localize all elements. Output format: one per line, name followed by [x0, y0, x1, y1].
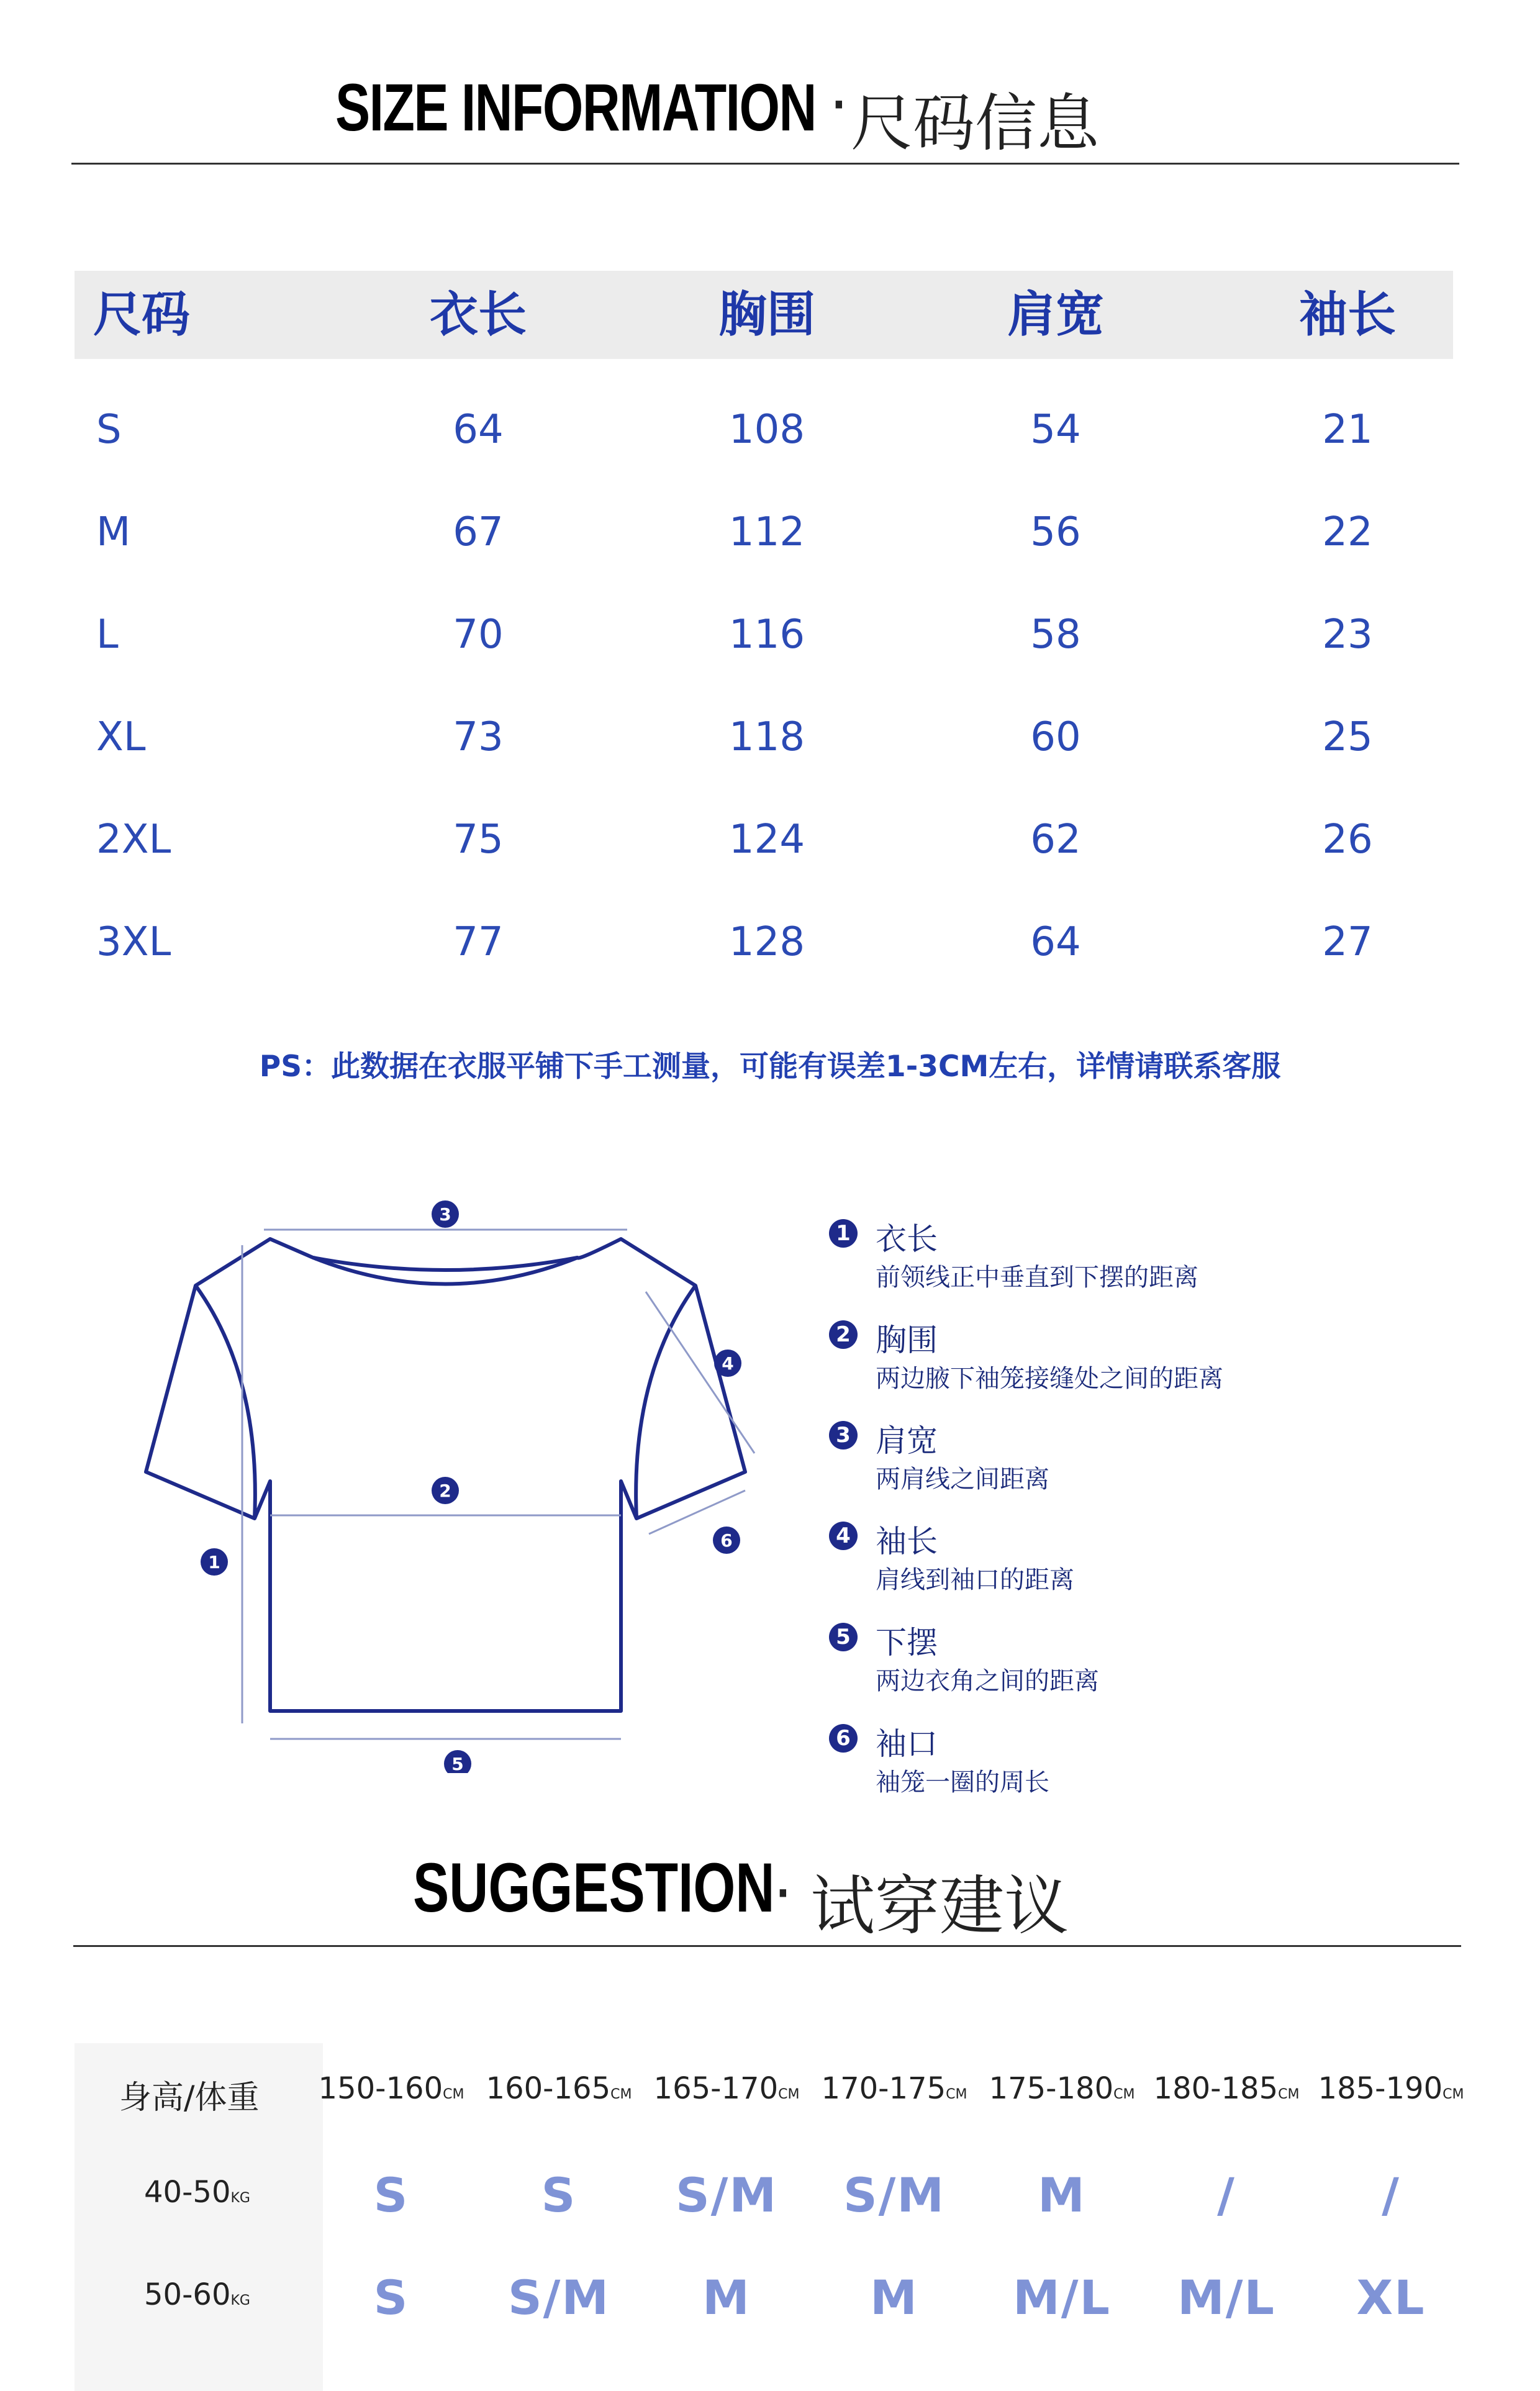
suggested-size: /: [1382, 2167, 1400, 2223]
height-range-header: [307, 2071, 475, 2106]
legend-title: 袖口: [876, 1726, 938, 1762]
height-unit: CM: [1113, 2087, 1135, 2102]
legend-title: 袖长: [876, 1523, 938, 1559]
suggestion-title-cn: 试穿建议: [810, 1868, 1069, 1944]
row-sleeve: 27: [1322, 919, 1373, 965]
height-range: 175-180: [989, 2071, 1114, 2106]
height-range: 150-160: [318, 2071, 443, 2106]
row-chest: 118: [728, 714, 805, 760]
row-length: 75: [453, 817, 504, 863]
row-size: 3XL: [96, 919, 171, 965]
weight-range: 50-60: [144, 2277, 231, 2312]
title-separator: ·: [773, 1857, 793, 1930]
row-sleeve: 21: [1322, 407, 1373, 453]
marker-3-label: 3: [439, 1204, 451, 1225]
title-separator: ·: [829, 68, 849, 141]
suggested-size: S/M: [675, 2167, 778, 2223]
height-unit: CM: [778, 2087, 800, 2102]
suggested-size: S/M: [507, 2270, 610, 2325]
row-shoulder: 62: [1030, 817, 1081, 863]
row-length: 73: [453, 714, 504, 760]
marker-6-label: 6: [720, 1530, 733, 1551]
marker-5-label: 5: [451, 1754, 464, 1773]
suggested-size: S: [541, 2167, 577, 2223]
suggested-size: S: [373, 2270, 409, 2325]
tshirt-diagram: [130, 1177, 801, 1773]
height-range-header: [1143, 2071, 1310, 2106]
row-size: XL: [96, 714, 146, 760]
legend-desc: 两肩线之间距离: [876, 1465, 1049, 1494]
marker-2-label: 2: [439, 1481, 451, 1501]
size-table-row: [75, 379, 1453, 481]
legend-number: 6: [829, 1724, 858, 1753]
row-size: S: [96, 407, 122, 453]
row-sleeve: 26: [1322, 817, 1373, 863]
size-table-row: [75, 891, 1453, 993]
measure-line-sleeve: [646, 1292, 754, 1453]
suggested-size: S: [373, 2167, 409, 2223]
marker-4-label: 4: [722, 1353, 734, 1374]
height-range: 165-170: [653, 2071, 779, 2106]
legend-desc: 前领线正中垂直到下摆的距离: [876, 1263, 1198, 1292]
legend-title: 肩宽: [876, 1423, 938, 1459]
header-size: 尺码: [93, 287, 191, 343]
suggestion-title-en: SUGGESTION: [413, 1849, 775, 1926]
height-range-header: [643, 2071, 810, 2106]
row-length: 77: [453, 919, 504, 965]
row-shoulder: 60: [1030, 714, 1081, 760]
size-table-header: [75, 271, 1453, 359]
size-info-header: [0, 62, 1540, 160]
suggested-size: M/L: [1177, 2270, 1275, 2325]
row-size: 2XL: [96, 817, 171, 863]
size-table-row: [75, 481, 1453, 583]
legend-number: 1: [829, 1219, 858, 1248]
weight-range-label: [144, 2175, 250, 2210]
row-size: M: [96, 509, 131, 555]
suggested-size: M: [1038, 2167, 1086, 2223]
suggested-size: M: [702, 2270, 751, 2325]
height-unit: CM: [1278, 2087, 1300, 2102]
header-divider: [71, 163, 1459, 165]
row-length: 70: [453, 612, 504, 658]
header-sleeve: 袖长: [1298, 287, 1396, 343]
legend-title: 下摆: [876, 1625, 938, 1661]
row-chest: 116: [728, 612, 805, 658]
header-shoulder: 肩宽: [1007, 287, 1104, 343]
row-chest: 128: [728, 919, 805, 965]
height-range: 170-175: [821, 2071, 946, 2106]
weight-range: 40-50: [144, 2175, 231, 2210]
height-unit: CM: [1443, 2087, 1464, 2102]
row-sleeve: 23: [1322, 612, 1373, 658]
height-unit: CM: [946, 2087, 967, 2102]
row-chest: 124: [728, 817, 805, 863]
row-sleeve: 25: [1322, 714, 1373, 760]
row-chest: 112: [728, 509, 805, 555]
measurement-note: PS：此数据在衣服平铺下手工测量，可能有误差1-3CM左右，详情请联系客服: [259, 1050, 1281, 1084]
header-length: 衣长: [429, 287, 527, 343]
suggestion-corner-label: 身高/体重: [119, 2079, 260, 2117]
size-table-row: [75, 686, 1453, 788]
size-table-row: [75, 789, 1453, 891]
suggested-size: M: [870, 2270, 918, 2325]
legend-desc: 袖笼一圈的周长: [876, 1768, 1049, 1797]
legend-desc: 两边腋下袖笼接缝处之间的距离: [876, 1364, 1223, 1393]
size-info-title-en: SIZE INFORMATION: [335, 70, 816, 145]
row-chest: 108: [728, 407, 805, 453]
height-range-header: [1307, 2071, 1475, 2106]
height-unit: CM: [610, 2087, 632, 2102]
legend-number: 5: [829, 1623, 858, 1651]
weight-unit: KG: [230, 2190, 250, 2206]
legend-number: 4: [829, 1522, 858, 1550]
row-shoulder: 58: [1030, 612, 1081, 658]
legend-number: 3: [829, 1421, 858, 1450]
row-length: 64: [453, 407, 504, 453]
size-table-row: [75, 584, 1453, 686]
row-sleeve: 22: [1322, 509, 1373, 555]
legend-title: 衣长: [876, 1221, 938, 1257]
size-info-title-cn: 尺码信息: [851, 87, 1099, 160]
height-unit: CM: [443, 2087, 464, 2102]
suggested-size: M/L: [1013, 2270, 1111, 2325]
legend-desc: 两边衣角之间的距离: [876, 1667, 1099, 1695]
weight-range-label: [144, 2277, 250, 2312]
height-range: 160-165: [486, 2071, 611, 2106]
suggestion-divider: [73, 1945, 1461, 1947]
suggested-size: /: [1217, 2167, 1236, 2223]
weight-unit: KG: [230, 2293, 250, 2308]
height-range-header: [475, 2071, 643, 2106]
row-shoulder: 64: [1030, 919, 1081, 965]
legend-title: 胸围: [876, 1322, 938, 1358]
legend-number: 2: [829, 1320, 858, 1349]
row-size: L: [96, 612, 119, 658]
height-range: 185-190: [1318, 2071, 1443, 2106]
header-chest: 胸围: [718, 287, 815, 343]
armhole-left: [196, 1286, 255, 1518]
suggested-size: XL: [1356, 2270, 1426, 2325]
height-range-header: [810, 2071, 978, 2106]
height-range: 180-185: [1153, 2071, 1279, 2106]
row-shoulder: 56: [1030, 509, 1081, 555]
row-length: 67: [453, 509, 504, 555]
marker-1-label: 1: [208, 1552, 220, 1572]
row-shoulder: 54: [1030, 407, 1081, 453]
tshirt-outline: [146, 1239, 745, 1711]
legend-desc: 肩线到袖口的距离: [876, 1566, 1074, 1594]
suggested-size: S/M: [843, 2167, 946, 2223]
height-range-header: [978, 2071, 1146, 2106]
